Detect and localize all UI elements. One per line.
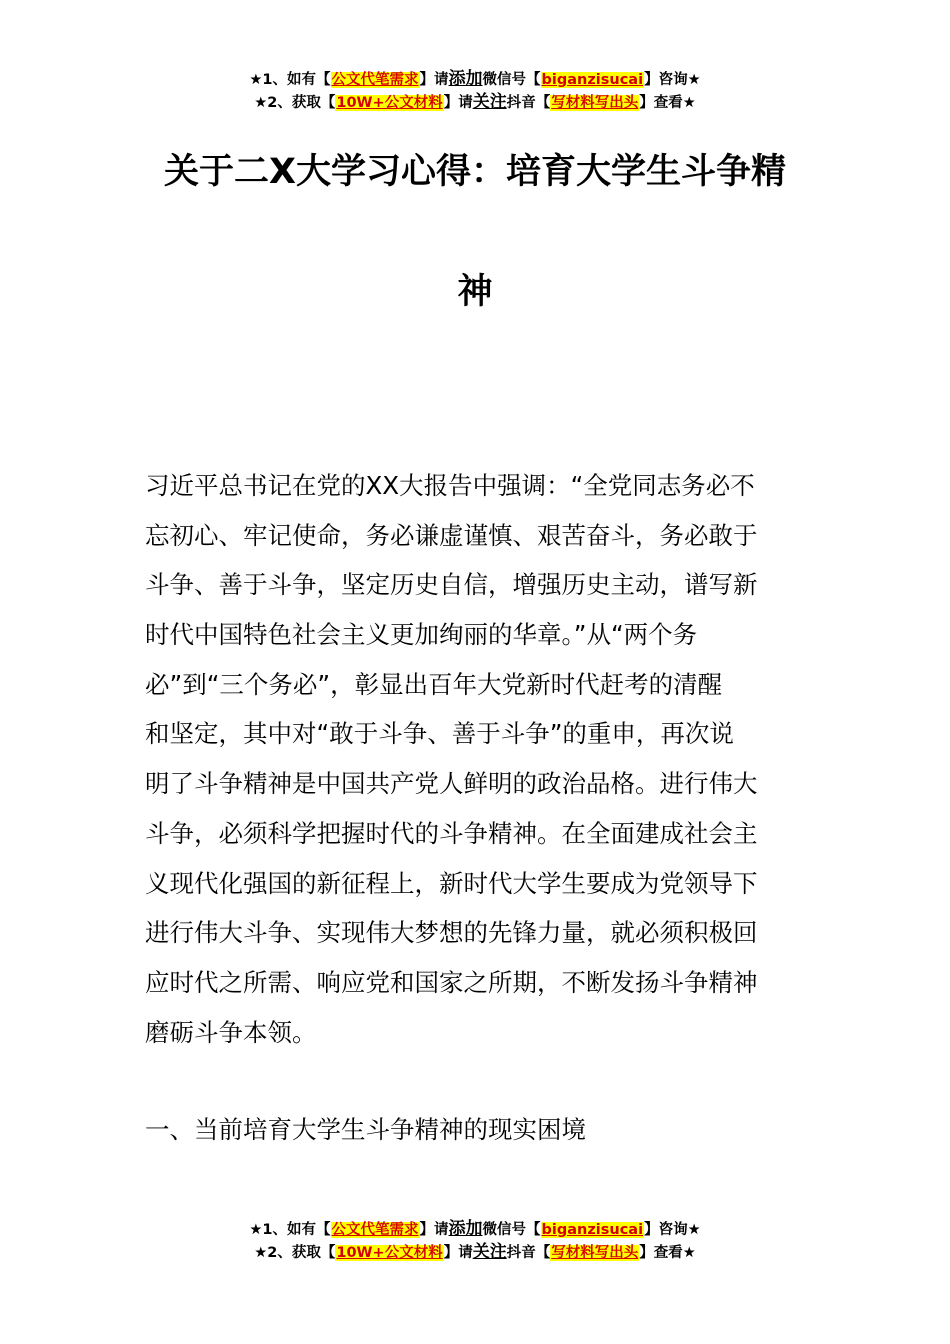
promo-highlight-service: 公文代笔需求 [331,72,419,88]
promo-text: 】请 [419,1222,449,1238]
promo-text: ★1、如有【 [249,72,331,88]
promo-highlight-douyin: 写材料写出头 [551,1245,639,1261]
paragraph-line: 斗争、善于斗争，坚定历史自信，增强历史主动，谱写新 [145,570,758,600]
document-title-line-2: 神 [457,272,493,312]
paragraph-line: 应时代之所需、响应党和国家之所期，不断发扬斗争精神 [145,967,758,997]
paragraph-line: 时代中国特色社会主义更加绚丽的华章。”从“两个务 [145,620,698,650]
promo-highlight-materials: 10W+公文材料 [336,1245,443,1261]
promo-text: 】查看★ [639,95,696,111]
promo-text: ★1、如有【 [249,1222,331,1238]
paragraph-line: 义现代化强国的新征程上，新时代大学生要成为党领导下 [145,868,758,898]
promo-banner-bottom [0,1218,950,1264]
promo-text: 】查看★ [639,1245,696,1261]
promo-emphasis: 添加 [448,1219,483,1239]
document-title-line-1: 关于二X大学习心得：培育大学生斗争精 [164,152,786,192]
promo-text: 微信号【 [482,72,541,88]
paragraph-line: 忘初心、牢记使命，务必谦虚谨慎、艰苦奋斗，务必敢于 [145,520,758,550]
paragraph-line: 和坚定，其中对“敢于斗争、善于斗争”的重申，再次说 [145,719,734,749]
promo-text: 】咨询★ [644,1222,701,1238]
paragraph-line: 明了斗争精神是中国共产党人鲜明的政治品格。进行伟大 [145,769,758,799]
promo-text: 】请 [419,72,449,88]
promo-highlight-service: 公文代笔需求 [331,1222,419,1238]
promo-banner-top [0,68,950,114]
promo-text: ★2、获取【 [254,1245,336,1261]
promo-highlight-douyin: 写材料写出头 [551,95,639,111]
promo-text: 抖音【 [506,95,551,111]
promo-line-2 [0,1241,950,1264]
promo-text: 微信号【 [482,1222,541,1238]
promo-emphasis: 添加 [448,69,483,89]
promo-text: ★2、获取【 [254,95,336,111]
promo-emphasis: 关注 [472,1242,507,1262]
section-heading: 一、当前培育大学生斗争精神的现实困境 [145,1115,586,1144]
promo-emphasis: 关注 [472,92,507,112]
paragraph-line: 磨砺斗争本领。 [145,1017,317,1047]
promo-text: 】请 [443,1245,473,1261]
promo-text: 】咨询★ [644,72,701,88]
promo-highlight-wechat-id: biganzisucai [541,72,644,88]
promo-text: 】请 [443,95,473,111]
promo-line-1 [0,1218,950,1241]
paragraph-line: 斗争，必须科学把握时代的斗争精神。在全面建成社会主 [145,818,758,848]
promo-line-1 [0,68,950,91]
paragraph-line: 习近平总书记在党的XX大报告中强调：“全党同志务必不 [145,471,755,500]
promo-text: 抖音【 [506,1245,551,1261]
paragraph-line: 必”到“三个务必”，彰显出百年大党新时代赶考的清醒 [145,669,723,699]
paragraph-line: 进行伟大斗争、实现伟大梦想的先锋力量，就必须积极回 [145,918,758,948]
promo-line-2 [0,91,950,114]
promo-highlight-materials: 10W+公文材料 [336,95,443,111]
promo-highlight-wechat-id: biganzisucai [541,1222,644,1238]
body-paragraph [145,461,810,1057]
